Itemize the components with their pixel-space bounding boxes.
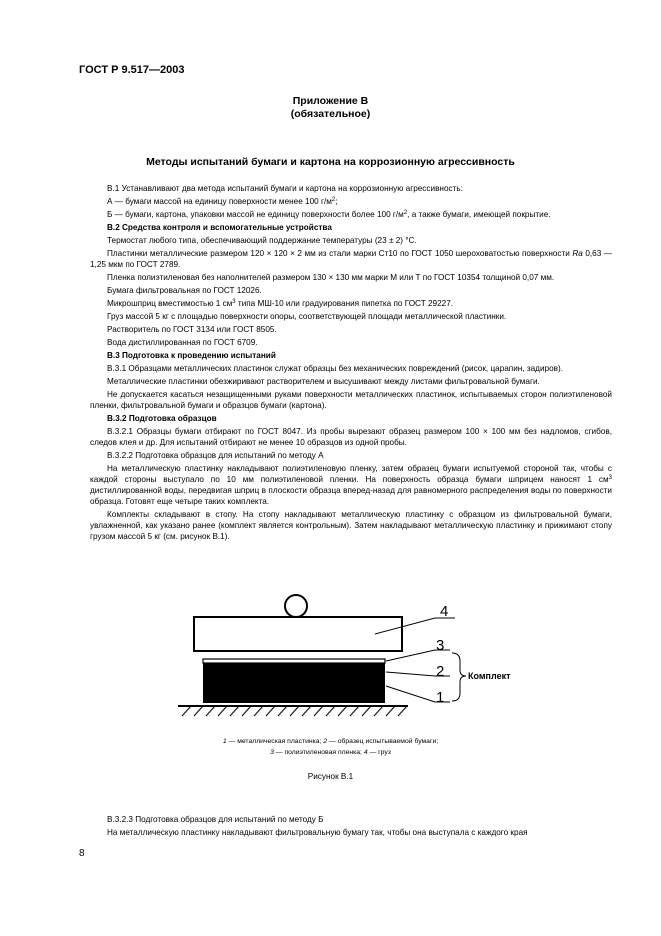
paragraph: Вода дистиллированная по ГОСТ 6709. <box>107 338 258 347</box>
section-heading: В.3.2 Подготовка образцов <box>107 414 217 423</box>
annex-title: Методы испытаний бумаги и картона на коррозионную агрессивность <box>146 156 515 168</box>
section-heading: В.2 Средства контроля и вспомогательные устройства <box>107 223 332 232</box>
page-number: 8 <box>79 848 85 859</box>
label-4: 4 <box>440 603 449 620</box>
annex-heading: Приложение В <box>292 95 369 107</box>
base-hatching <box>182 706 407 716</box>
weight-shape <box>194 617 402 651</box>
paragraph: Груз массой 5 кг с площадью поверхности опоры, соответствующей площади металлической пластинки. <box>107 312 507 321</box>
section-heading: В.3 Подготовка к проведению испытаний <box>107 351 276 360</box>
metal-plate-shape <box>203 663 385 703</box>
set-label: Комплект <box>468 671 511 681</box>
paragraph: Растворитель по ГОСТ 3134 или ГОСТ 8505. <box>107 325 277 334</box>
paragraph: Комплекты складывают в стопу. На стопу накладывают металлическую пластинку с образцом из фильтровальной бумаги, увлажненной, как указано ранее (комплект является контрольным). Затем накладывают металлическую пластинку и прижимают стопу грузом массой 5 кг (см. рисунок В.1). <box>90 510 612 541</box>
document-code: ГОСТ Р 9.517—2003 <box>79 64 185 76</box>
paragraph: А — бумаги массой на единицу поверхности менее 100 $г/м^2$; <box>107 197 338 206</box>
body-text-continued <box>90 814 612 840</box>
paragraph: В.3.2.1 Образцы бумаги отбирают по ГОСТ 8047. Из пробы вырезают образец размером 100 × 100 мм без надломов, сгибов, следов клея и др. Для испытаний отбирают не менее 10 образцов из одной пробы. <box>90 427 612 447</box>
paragraph: Микрошприц вместимостью 1 $см^3$ типа МШ-10 или градуирования пипетка по ГОСТ 29227. <box>107 299 454 308</box>
figure-caption-line-1: 1 — металлическая пластинка; 2 — образец испытываемой бумаги; <box>222 738 439 745</box>
paragraph: Бумага фильтровальная по ГОСТ 12026. <box>107 286 262 295</box>
paragraph: На металлическую пластинку накладывают фильтровальную бумагу так, чтобы она выступала с каждого края <box>107 828 528 837</box>
label-3: 3 <box>436 637 445 654</box>
paragraph: Б — бумаги, картона, упаковки массой не единицу поверхности более 100 $г/м^2$, а также бумаги, имеющей покрытие. <box>107 210 551 219</box>
paragraph: Не допускается касаться незащищенными руками поверхности металлических пластинок, испытываемых сторон полиэтиленовой пленки, фильтровальной бумаги и образцов бумаги (картона). <box>90 390 612 410</box>
label-2: 2 <box>436 663 445 680</box>
body-text <box>90 183 612 544</box>
annex-status: (обязательное) <box>290 108 371 120</box>
set-bracket <box>452 653 466 701</box>
label-1: 1 <box>436 689 445 706</box>
figure-caption-line-2: 3 — полиэтиленовая пленка; 4 — груз <box>270 749 391 756</box>
paragraph: Термостат любого типа, обеспечивающий поддержание температуры (23 ± 2) °С. <box>107 236 417 245</box>
paragraph: В.3.2.3 Подготовка образцов для испытаний по методу Б <box>107 815 324 824</box>
paragraph: Металлические пластинки обезжиривают растворителем и высушивают между листами фильтровальной бумаги. <box>107 377 540 386</box>
paragraph: Пластинки металлические размером 120 × 120 × 2 мм из стали марки Ст10 по ГОСТ 1050 шероховатостью поверхности Ra 0,63 — 1,25 мкм по ГОСТ 2789. <box>90 249 612 269</box>
figure-title: Рисунок В.1 <box>307 772 354 781</box>
paragraph: В.3.2.2 Подготовка образцов для испытаний по методу А <box>107 451 324 460</box>
paragraph: В.1 Устанавливают два метода испытаний бумаги и картона на коррозионную агрессивность: <box>107 184 463 193</box>
paragraph: В.3.1 Образцами металлических пластинок служат образцы без механических повреждений (рисок, царапин, задиров). <box>107 364 563 373</box>
film-shape <box>203 659 385 663</box>
figure-stack-diagram <box>90 588 612 738</box>
weight-knob-shape <box>285 595 307 617</box>
paragraph: Пленка полиэтиленовая без наполнителей размером 130 × 130 мм марки М или Т по ГОСТ 10354 толщиной 0,07 мм. <box>107 273 555 282</box>
paragraph: На металлическую пластинку накладывают полиэтиленовую пленку, затем образец бумаги испытуемой стороной так, чтобы с каждой стороны выступало по 10 мм полиэтиленовой пленки. На поверхность образца бумаги шприцем наносят 1 $см^3$ дистиллированной воды, передвигая шприц в плоскости образца вперед-назад для равномерного распределения воды по поверхности образца. Готовят еще четыре таких комплекта. <box>90 464 612 506</box>
